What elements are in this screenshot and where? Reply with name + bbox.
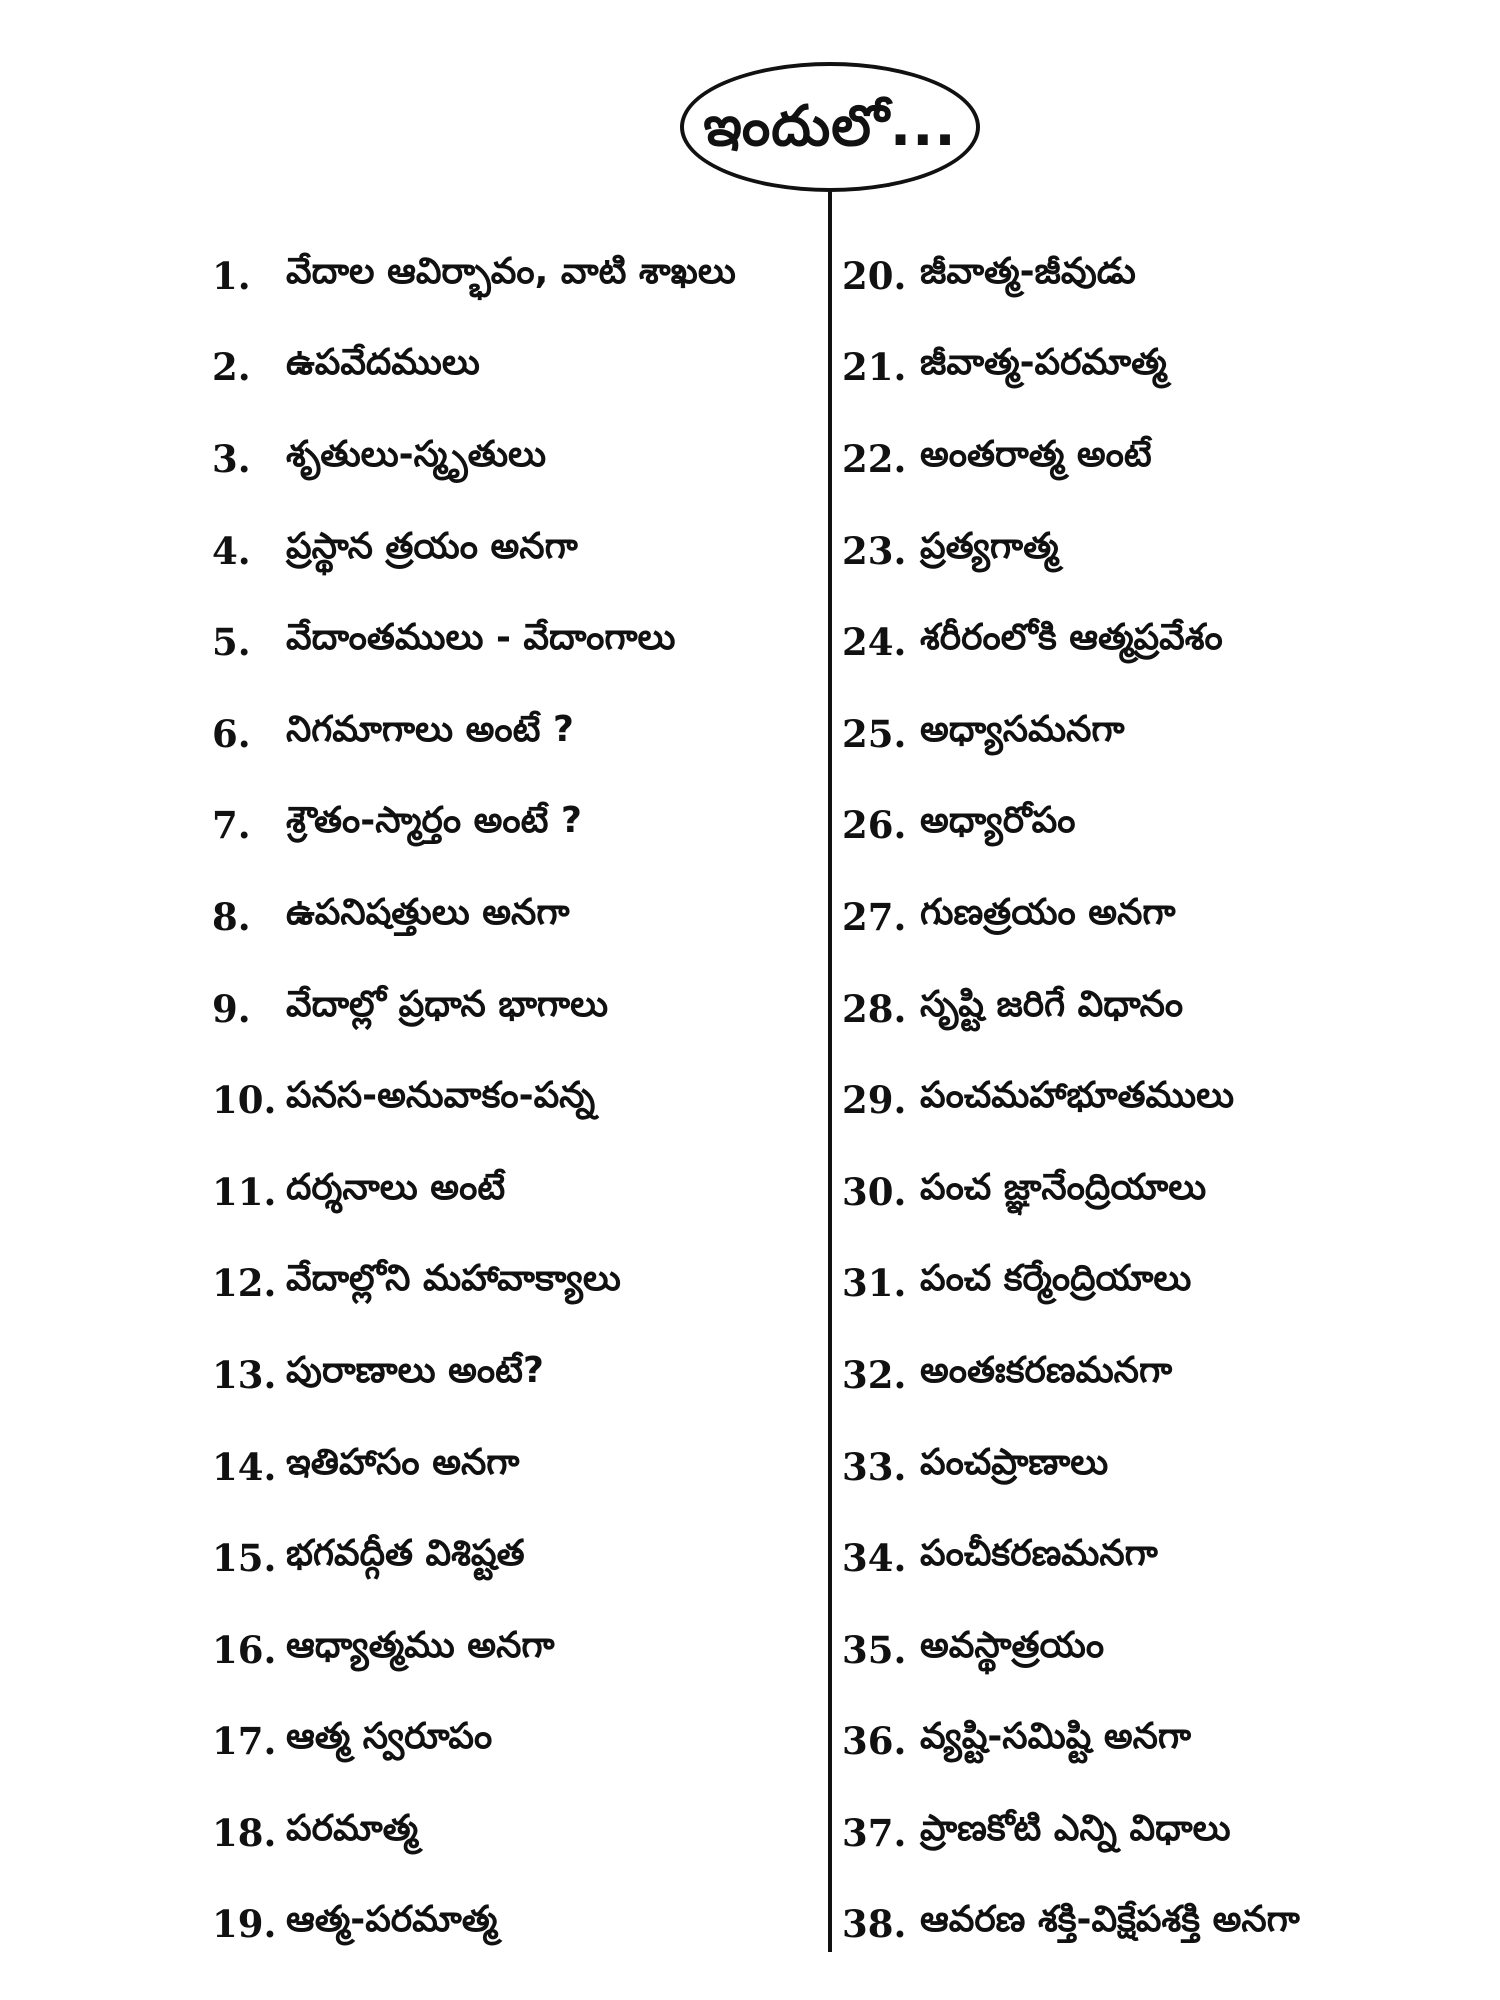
toc-item: [842, 963, 1462, 1055]
toc-item-number: 15.: [212, 1536, 277, 1581]
toc-item-number: 12.: [212, 1261, 277, 1306]
toc-item: [212, 230, 802, 322]
toc-item-title: ఆవరణ శక్తి-విక్షేపశక్తి అనగా: [920, 1899, 1300, 1941]
toc-item-title: పంచ కర్మేంద్రియాలు: [920, 1258, 1192, 1300]
toc-item-number: 7.: [212, 803, 251, 848]
toc-item: [842, 1604, 1462, 1696]
toc-item-number: 4.: [212, 528, 251, 573]
toc-item-title: అవస్థాత్రయం: [920, 1624, 1105, 1666]
toc-item-number: 37.: [842, 1810, 907, 1855]
toc-item-title: నిగమాగాలు అంటే ?: [286, 708, 574, 750]
toc-item: [212, 871, 802, 963]
toc-item-title: పంచీకరణమనగా: [920, 1533, 1158, 1575]
toc-item-title: వేదాంతములు - వేదాంగాలు: [286, 617, 676, 659]
toc-item: [842, 322, 1462, 414]
toc-item-number: 36.: [842, 1719, 907, 1764]
toc-item-title: జీవాత్మ-పరమాత్మ: [920, 342, 1167, 384]
toc-item: [212, 1421, 802, 1513]
toc-item: [212, 1696, 802, 1788]
toc-item-number: 32.: [842, 1352, 907, 1397]
toc-left-column: [212, 230, 802, 1970]
toc-item-number: 24.: [842, 620, 907, 665]
toc-item-number: 11.: [212, 1169, 277, 1214]
toc-item: [842, 505, 1462, 597]
toc-item-title: పంచప్రాణాలు: [920, 1441, 1109, 1483]
toc-item-title: పంచ జ్ఞానేంద్రియాలు: [920, 1166, 1207, 1208]
toc-item: [212, 413, 802, 505]
toc-item-title: ప్రస్థాన త్రయం అనగా: [286, 525, 578, 567]
toc-item-number: 29.: [842, 1078, 907, 1123]
toc-item-number: 35.: [842, 1627, 907, 1672]
toc-item: [842, 780, 1462, 872]
toc-item: [212, 1787, 802, 1879]
toc-item-number: 14.: [212, 1444, 277, 1489]
toc-item-number: 17.: [212, 1719, 277, 1764]
toc-item-number: 5.: [212, 620, 251, 665]
toc-item-number: 34.: [842, 1536, 907, 1581]
toc-item-title: ఉపనిషత్తులు అనగా: [286, 891, 570, 933]
toc-item-title: దర్శనాలు అంటే: [286, 1166, 506, 1208]
toc-item: [842, 413, 1462, 505]
toc-item-title: పనస-అనువాకం-పన్న: [286, 1075, 596, 1117]
toc-right-column: [842, 230, 1462, 1970]
toc-item-title: అధ్యారోపం: [920, 800, 1076, 842]
toc-item: [212, 1329, 802, 1421]
page-heading: ఇందులో...: [703, 94, 957, 159]
toc-item-number: 33.: [842, 1444, 907, 1489]
toc-item-number: 3.: [212, 436, 251, 481]
column-divider: [828, 192, 832, 1952]
toc-item-number: 22.: [842, 436, 907, 481]
toc-item: [842, 871, 1462, 963]
toc-item-title: ప్రాణకోటి ఎన్ని విధాలు: [920, 1807, 1231, 1849]
toc-item-title: వేదాల ఆవిర్భావం, వాటి శాఖలు: [286, 250, 736, 292]
toc-item-title: జీవాత్మ-జీవుడు: [920, 250, 1136, 292]
toc-item: [842, 230, 1462, 322]
toc-item-title: పంచమహాభూతములు: [920, 1075, 1235, 1117]
toc-item-number: 26.: [842, 803, 907, 848]
toc-item: [212, 1238, 802, 1330]
toc-item-title: పురాణాలు అంటే?: [286, 1349, 544, 1391]
toc-item-number: 2.: [212, 345, 251, 390]
toc-item: [212, 780, 802, 872]
toc-item: [842, 1054, 1462, 1146]
toc-item: [842, 1329, 1462, 1421]
toc-item-title: వ్యష్టి-సమిష్టి అనగా: [920, 1716, 1192, 1758]
toc-item: [212, 322, 802, 414]
toc-item-title: ఆత్మ స్వరూపం: [286, 1716, 493, 1758]
toc-item: [212, 1146, 802, 1238]
toc-item: [842, 1421, 1462, 1513]
toc-item-title: ఉపవేదములు: [286, 342, 480, 384]
toc-item-number: 20.: [842, 253, 907, 298]
toc-item-number: 38.: [842, 1902, 907, 1947]
toc-item-number: 25.: [842, 711, 907, 756]
toc-item: [212, 1054, 802, 1146]
toc-item-title: ఇతిహాసం అనగా: [286, 1441, 520, 1483]
toc-item-number: 21.: [842, 345, 907, 390]
toc-item-title: వేదాల్లో ప్రధాన భాగాలు: [286, 983, 609, 1025]
toc-item-number: 6.: [212, 711, 251, 756]
toc-item-number: 10.: [212, 1078, 277, 1123]
toc-item-title: ఆత్మ-పరమాత్మ: [286, 1899, 498, 1941]
toc-item: [842, 1238, 1462, 1330]
toc-item-number: 31.: [842, 1261, 907, 1306]
toc-item: [212, 963, 802, 1055]
toc-item: [842, 1146, 1462, 1238]
toc-item-title: వేదాల్లోని మహావాక్యాలు: [286, 1258, 621, 1300]
toc-item-number: 13.: [212, 1352, 277, 1397]
toc-item-number: 8.: [212, 894, 251, 939]
toc-item: [842, 1512, 1462, 1604]
toc-item-title: ఆధ్యాత్మము అనగా: [286, 1624, 555, 1666]
heading-oval: [680, 62, 980, 192]
toc-item: [842, 596, 1462, 688]
toc-item-title: గుణత్రయం అనగా: [920, 891, 1176, 933]
toc-item-title: అధ్యాసమనగా: [920, 708, 1125, 750]
toc-item: [212, 1879, 802, 1971]
toc-item: [212, 505, 802, 597]
toc-item-title: భగవద్గీత విశిష్టత: [286, 1533, 525, 1575]
toc-item-title: సృష్టి జరిగే విధానం: [920, 983, 1184, 1025]
toc-item-number: 19.: [212, 1902, 277, 1947]
toc-item-number: 9.: [212, 986, 251, 1031]
toc-item: [212, 1512, 802, 1604]
toc-item: [212, 688, 802, 780]
toc-item: [842, 688, 1462, 780]
toc-item-title: శృతులు-స్మృతులు: [286, 433, 547, 475]
toc-item-number: 27.: [842, 894, 907, 939]
toc-item: [842, 1787, 1462, 1879]
toc-item-title: శరీరంలోకి ఆత్మప్రవేశం: [920, 617, 1223, 659]
toc-item: [212, 1604, 802, 1696]
toc-item-number: 28.: [842, 986, 907, 1031]
toc-item-number: 1.: [212, 253, 251, 298]
toc-item-number: 30.: [842, 1169, 907, 1214]
toc-item-number: 23.: [842, 528, 907, 573]
toc-item: [212, 596, 802, 688]
toc-item-title: అంతఃకరణమనగా: [920, 1349, 1173, 1391]
toc-item-title: అంతరాత్మ అంటే: [920, 433, 1152, 475]
toc-item: [842, 1879, 1462, 1971]
toc-item-title: శ్రౌతం-స్మార్తం అంటే ?: [286, 800, 582, 842]
toc-item-title: పరమాత్మ: [286, 1807, 419, 1849]
toc-item-number: 16.: [212, 1627, 277, 1672]
toc-item: [842, 1696, 1462, 1788]
toc-item-number: 18.: [212, 1810, 277, 1855]
toc-item-title: ప్రత్యగాత్మ: [920, 525, 1059, 567]
